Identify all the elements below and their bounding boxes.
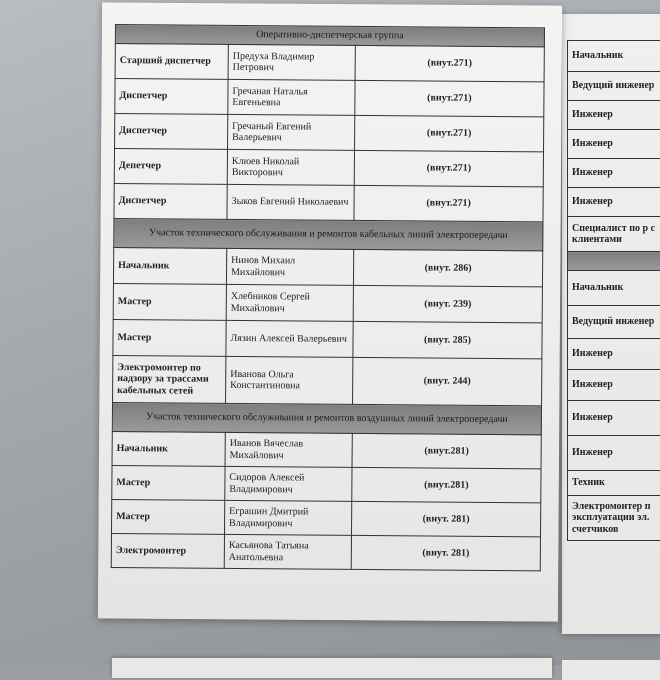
position-cell: Депетчер — [114, 149, 227, 185]
name-cell: Сидоров Алексей Владимирович — [225, 466, 352, 501]
name-cell: Хлебников Сергей Михайлович — [226, 284, 353, 321]
right-position-cell: Инженер — [568, 436, 660, 471]
name-cell: Иванова Ольга Константиновна — [226, 356, 353, 404]
name-cell: Гречаный Евгений Валерьевич — [228, 114, 355, 150]
position-cell: Старший диспетчер — [115, 44, 228, 80]
position-cell: Начальник — [113, 247, 226, 284]
name-cell: Гречаная Наталья Евгеньевна — [228, 79, 355, 115]
section-header-row — [114, 218, 543, 250]
table-row — [111, 499, 540, 536]
table-row — [114, 183, 543, 221]
table-row — [114, 149, 543, 187]
right-position-cell: Инженер — [568, 188, 660, 217]
position-cell: Мастер — [112, 465, 225, 500]
position-cell: Диспетчер — [115, 114, 228, 150]
section-title: Участок технического обслуживания и ремонтов воздушных линий электропередачи — [112, 402, 541, 434]
extension-cell: (внут.271) — [355, 45, 544, 81]
name-cell: Клюев Николай Викторович — [227, 149, 354, 185]
name-cell: Нинов Михаил Михайлович — [226, 248, 353, 285]
extension-cell: (внут. 286) — [353, 249, 542, 286]
section-title: Участок технического обслуживания и ремонтов кабельных линий электропередачи — [114, 218, 543, 250]
right-position-cell: Техник — [568, 471, 660, 496]
extension-cell: (внут.271) — [355, 115, 544, 151]
table-row — [113, 355, 542, 405]
table-row — [115, 114, 544, 152]
extension-cell: (внут.271) — [354, 150, 543, 186]
name-cell: Предуха Владимир Петрович — [228, 44, 355, 80]
table-row — [115, 44, 544, 82]
right-position-cell: Начальник — [568, 271, 660, 306]
section-title: Оперативно-диспетчерская группа — [115, 25, 544, 47]
right-position-cell: Ведущий инженер — [568, 306, 660, 339]
table-row — [112, 465, 541, 502]
right-position-cell: Инженер — [568, 339, 660, 370]
extension-cell: (внут. 281) — [351, 501, 540, 536]
right-position-cell: Инженер — [568, 159, 660, 188]
name-cell: Зыков Евгений Николаевич — [227, 184, 354, 220]
position-cell: Электромонтер по надзору за трассами кабельных сетей — [113, 355, 226, 403]
position-cell: Диспетчер — [114, 183, 227, 219]
name-cell: Лязин Алексей Валерьевич — [226, 320, 353, 357]
right-position-cell: Инженер — [568, 370, 660, 401]
right-position-cell: Инженер — [568, 130, 660, 159]
position-cell: Мастер — [113, 319, 226, 356]
right-position-cell: Специалист по р с клиентами — [568, 217, 660, 252]
name-cell: Иванов Вячеслав Михайлович — [225, 432, 352, 467]
position-cell: Мастер — [111, 499, 224, 534]
right-position-cell: Начальник — [568, 41, 660, 72]
right-section-header — [568, 252, 660, 271]
section-header-row — [112, 402, 541, 434]
right-position-cell: Электромонтер п эксплуатации эл. счетчиков — [568, 496, 660, 541]
table-row — [113, 319, 542, 358]
extension-cell: (внут.281) — [352, 467, 541, 502]
table-row — [113, 247, 542, 286]
bottom-right-paper-edge — [562, 660, 660, 680]
right-position-cell: Инженер — [568, 401, 660, 436]
extension-cell: (внут. 244) — [353, 357, 542, 405]
position-cell: Начальник — [112, 431, 225, 466]
extension-cell: (внут. 285) — [353, 321, 542, 358]
staff-phone-table — [111, 24, 545, 571]
right-sheet-table — [567, 40, 660, 541]
bottom-paper-edge — [112, 658, 552, 678]
table-row — [111, 533, 540, 570]
table-row — [113, 283, 542, 322]
table-row — [112, 431, 541, 468]
right-position-cell: Ведущий инженер — [568, 72, 660, 101]
name-cell: Касьянова Татьяна Анатольевна — [224, 534, 351, 569]
position-cell: Диспетчер — [115, 79, 228, 115]
right-position-cell: Инженер — [568, 101, 660, 130]
name-cell: Еграшин Дмитрий Владимирович — [224, 500, 351, 535]
extension-cell: (внут.271) — [354, 185, 543, 221]
table-row — [115, 79, 544, 117]
position-cell: Мастер — [113, 283, 226, 320]
position-cell: Электромонтер — [111, 533, 224, 568]
extension-cell: (внут.271) — [355, 80, 544, 116]
extension-cell: (внут. 281) — [351, 535, 540, 570]
extension-cell: (внут. 239) — [353, 285, 542, 322]
extension-cell: (внут.281) — [352, 433, 541, 468]
